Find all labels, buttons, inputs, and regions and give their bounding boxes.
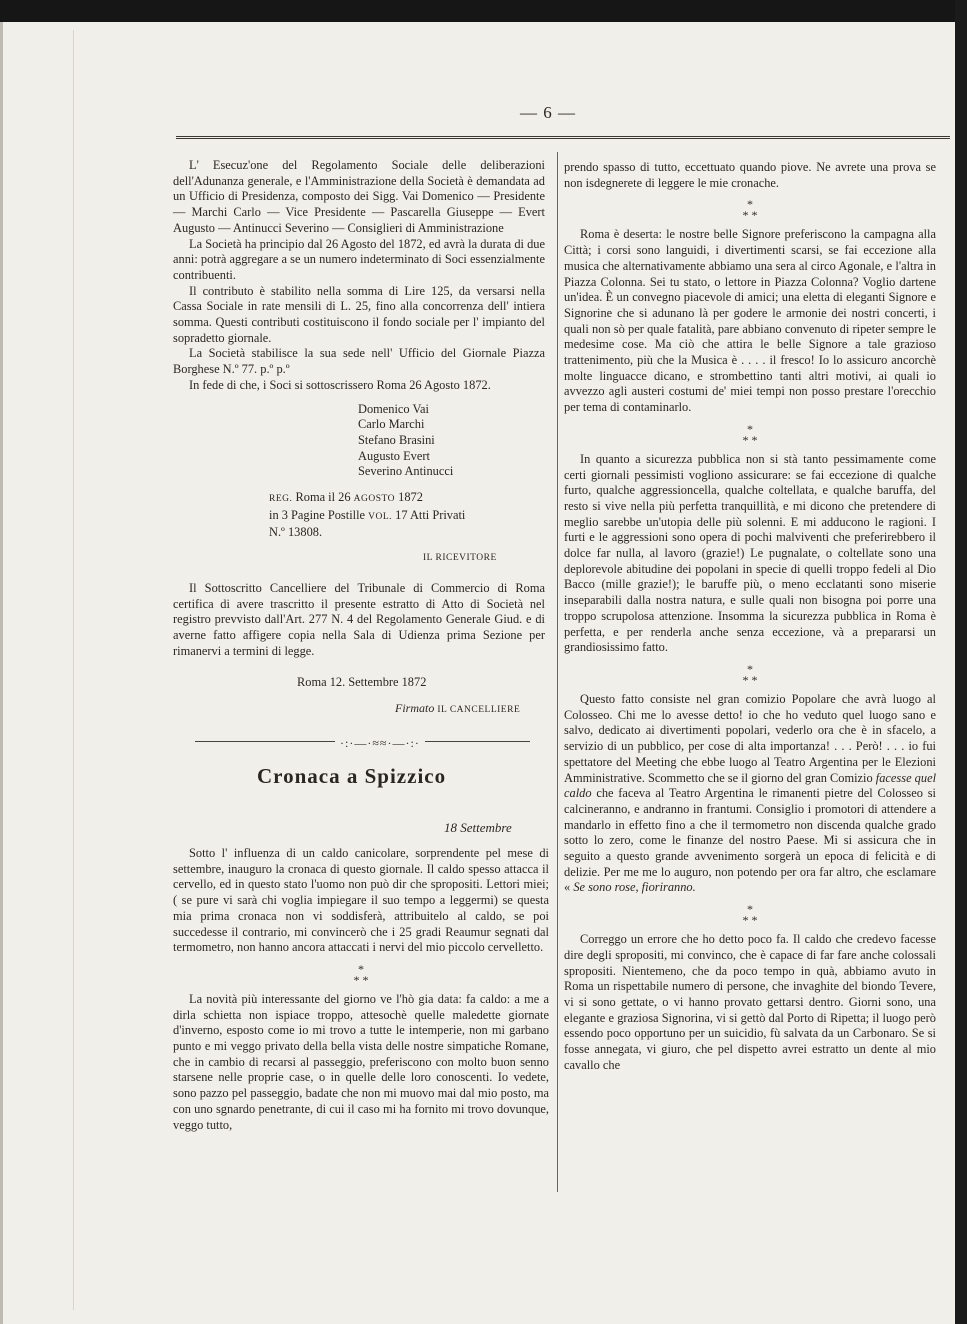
statute-paragraph: L' Esecuz'one del Regolamento Sociale delle deliberazioni dell'Adunanza generale, e l'Amministrazione della Società è demandata ad un Ufficio di Presidenza, composto dei Sigg. Vai Domenico — Presidente — Marchi Carlo — Vice Presidente — Pascarella Giuseppe — Evert Augusto — Antinucci Severino — Consiglieri di Amministrazione: [173, 158, 545, 235]
statute-paragraph: La Società ha principio dal 26 Agosto del 1872, ed avrà la durata di due anni: potrà aggregare a se un numero indeterminato di Soci essenzialmente contribuenti.: [173, 236, 545, 282]
statute-paragraph: Il contributo è stabilito nella somma di Lire 125, da versarsi nella Cassa Sociale in rate mensili di L. 25, fino alla concorrenza dell' intiera somma. Questi contributi costituiscono il fondo sociale per l' impianto del sopradetto giornale.: [173, 283, 545, 345]
page-fold-line: [73, 30, 74, 1310]
chronicle-paragraph: La novità più interessante del giorno ve l'hò gia data: fa caldo: a me a dirla schietta non ispiace troppo, attesochè quelle maledette giornate d'inverno, esposto come io mi trovo a tutte le intemperie, non mi garbano punto e mi veggo privato della bella vista delle nostre simpatiche Romane, che in cambio di recarsi al passeggio, preferiscono con molto buon senno starsene nelle proprie case, o in quelle delle loro conoscenti. Io vedete, sono pazzo pel passeggio, badate che non mi muovo mai dal mio posto, ma con uno sgnardo penetrante, di cui il caso mi ha fornito mi trovo dovunque, veggo tutto,: [173, 991, 549, 1132]
asterism: * * *: [742, 421, 758, 447]
statute-paragraph: In fede di che, i Soci si sottoscrissero Roma 26 Agosto 1872.: [189, 377, 491, 392]
signature: Severino Antinucci: [358, 464, 454, 479]
scan-right-edge: [955, 0, 967, 1324]
statute-paragraph: La Società stabilisce la sua sede nell' Ufficio del Giornale Piazza Borghese N.º 77. p.º p.º: [173, 346, 545, 377]
right-column-chronicle: [564, 160, 936, 1073]
chronicle-paragraph: Correggo un errore che ho detto poco fa. Il caldo che credevo facesse dire degli spropositi, mi convinco, che è capace di far fare anche colossali spropositi. Nientemeno, che da poco tempo in quà, abbiamo avuto in Roma un rispettabile numero di persone, che invaghite del biondo Tevere, vi si sono gettate, o vi hanno provato gettarsi dentro. Giorni sono, una elegante e graziosa Signorina, vi si gettò dal Porto di Ripetta; il luogo però essendo poco opportuno per un suicidio, fù salvata da un Carbonaro. Se si fosse annegata, vi giuro, che pel dispetto avrei estratto un dente al mio cavallo che: [564, 932, 936, 1072]
receiver-label: IL RICEVITORE: [423, 553, 497, 564]
asterism: * * *: [353, 961, 369, 987]
section-title: Cronaca a Spizzico: [257, 764, 447, 788]
ornamental-divider: [195, 736, 530, 750]
section-dateline: 18 Settembre: [444, 820, 512, 835]
signature-list: [358, 402, 545, 481]
chancellor-paragraph: Il Sottoscritto Cancelliere del Tribunale di Commercio di Roma certifica di avere trascritto il presente estratto di Atto di Società nel registro prevvisto dall'Art. 277 N. 4 del Regolamento Generale Giud. e di averne fatto affigere copia nella Sala di Udienza prima Sezione per rimanervi a termini di legge.: [173, 580, 545, 658]
reg-label: REG.: [269, 494, 293, 505]
chronicle-paragraph: Sotto l' influenza di un caldo canicolare, sorprendente pel mese di settembre, inauguro la cronaca di questo giornale. Il caldo spesso attacca il cervello, ed in questo stato l'uomo non può dir che spropositi. Lettori miei; ( se pure vi sarà chi voglia impiegare il suo tempo a leggermi) se questa mia prima cronaca non vi soddisferà, attribuitelo al caldo, se poi succedesse il contrario, mi convincerò che i 25 gradi Reaumur segnati dal termometro, non hanno ancora attaccati i nervi del mio piccolo cervelletto.: [173, 846, 549, 955]
asterism: * * *: [742, 197, 758, 223]
scan-left-edge: [0, 22, 3, 1324]
left-column-statutes: [173, 158, 545, 719]
asterism: * * *: [742, 661, 758, 687]
registration-note: REG. Roma il 26 AGOSTO 1872 in 3 Pagine Postille VOL. 17 Atti Privati N.º 13808.: [269, 490, 466, 540]
left-column-chronicle: [173, 846, 549, 1133]
ornament-flourish: ·:·—·≈≈·—·:·: [340, 736, 420, 750]
chancellor-date: Roma 12. Settembre 1872: [297, 675, 427, 690]
chancellor-signature: Firmato IL CANCELLIERE: [395, 701, 521, 716]
header-rule: [176, 136, 950, 140]
signature: Domenico Vai: [358, 401, 430, 416]
chronicle-paragraph: Questo fatto consiste nel gran comizio Popolare che avrà luogo al Colosseo. Chi me lo avesse detto! io che ho veduto quel luogo sano e salvo, dedicato ai divertimenti popolari, vederlo ora che è in sfacelo, a servizio di un pubblico, per cose di alta importanza! . . . Però! . . . io fui spettatore del Meeting che ebbe luogo al Teatro Argentina per le Elezioni Amministrative. Scommetto che se il giorno del gran Comizio facesse quel caldo che faceva al Teatro Argentina le rimanenti pietre del Colosseo si calcineranno, e andranno in frantumi. Consiglio i promotori di attendere a mandarlo in effetto fino a che il termometro non discenda qualche grado sotto lo zero, come le finanze del nostro Paese. Mi si assicura che in seguito a questo grande avvenimento sorgerà un epoca di felicità e di delizie. Per me me lo auguro, non potendo per ora far altro, che esclamare « Se sono rose, fioriranno.: [564, 691, 937, 895]
column-divider: [557, 152, 558, 1192]
page-number: — 6 —: [520, 103, 576, 122]
chronicle-paragraph: prendo spasso di tutto, eccettuato quando piove. Ne avrete una prova se non isdegnerete di leggere le mie cronache.: [564, 160, 936, 190]
asterism: * * *: [742, 902, 758, 928]
chronicle-paragraph: Roma è deserta: le nostre belle Signore preferiscono la campagna alla Città; i corsi sono languidi, i divertimenti scarsi, se fai eccezione alla musica che alternativamente abbiamo una sera al circo Agonale, e l'altra in Piazza Colonna. Sei tu stato, o lettore in Piazza Colonna? Voglio dartene un'idea. È un convegno piacevole di amici; una eletta di eleganti Signore e Signorine che si adunano là per godere le armonie dei nostri concerti, i quali non sò per quale fatalità, pare abbiano convenuto di ripeter sempre le medesime cose. Ma ciò che attira le belle Signore a tale grazioso trattenimento, più che la Musica è . . . . il fresco! Io lo assicuro ancorchè molte linguacce dicano, e strombettino tanti altri motivi, ai quali io avvezzo agli austeri costumi de' miei tempi non posso prestare l'orecchio per tema di contaminarlo.: [564, 227, 936, 415]
signature: Augusto Evert: [358, 448, 430, 463]
signature: Carlo Marchi: [358, 417, 425, 432]
chronicle-paragraph: In quanto a sicurezza pubblica non si stà tanto pessimamente come certi giornali pessimisti vogliono assicurare: se fai eccezione di qualche furto, qualche aggressioncella, qualche coltellata, e qualche baruffa, del resto si vive nella più perfetta tranquillità, e mi dicono che pretendere di meglio sarebbe un'utopia delle più solenni. E mi adducono le ragioni. I furti e le aggressioni sono opera di pochi malviventi che preferirebbero il dolce far nulla, al lavoro (grazie!) Le pugnalate, o coltellate sono una deplorevole abitudine dei popolani in specie di quelli troppo fedeli al Dio Bacco (mille grazie!); le baruffe più, o meno ecclatanti sono miserie inseparabili dalla nostra natura, e sulle quali non bisogna poi porre una troppo scrupolosa attenzione. Insomma la sicurezza pubblica in Roma è perfetta, e per renderla anche senza eccezione, và a prepararsi un grandiosissimo fatto.: [564, 451, 936, 655]
signature: Stefano Brasini: [358, 432, 435, 447]
scan-top-edge: [0, 0, 967, 22]
